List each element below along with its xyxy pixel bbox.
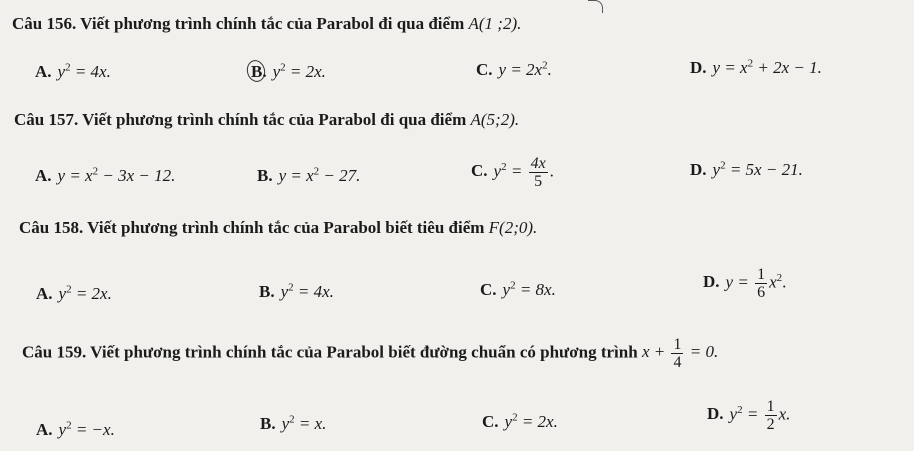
q157-option-a[interactable]: A. $y = x^2 - 3x - 12$. xyxy=(35,165,176,185)
q156-option-d[interactable]: D. $y = x^2 + 2x - 1$. xyxy=(690,57,822,77)
q159-option-c[interactable]: C. $y^2 = 2x$. xyxy=(482,411,558,431)
q159-option-b[interactable]: B. $y^2 = x$. xyxy=(260,413,327,433)
q156-option-c[interactable]: C. $y = 2x^2$. xyxy=(476,59,552,79)
q157-option-c[interactable]: C. $y^2$ = $\frac{4x}{5}$ . xyxy=(471,155,554,190)
q158-option-a[interactable]: A. $y^2 = 2x$. xyxy=(36,283,112,303)
q158-option-b[interactable]: B. $y^2 = 4x$. xyxy=(259,281,334,301)
fraction: $\frac{4x}{5}$ xyxy=(530,155,546,190)
q157-option-d[interactable]: D. $y^2 = 5x - 21$. xyxy=(690,159,803,179)
q156-option-a[interactable]: A. $y^2 = 4x$. xyxy=(35,61,111,81)
question-159-title: Câu 159. Viết phương trình chính tắc của Parabol biết đường chuẩn có phương trình x + $\frac{1}{4}$ = 0. xyxy=(22,336,719,371)
q157-point: A(5;2). xyxy=(470,110,520,129)
question-157-title: Câu 157. Viết phương trình chính tắc của Parabol đi qua điểm A(5;2). xyxy=(14,110,520,129)
q159-directrix-equation: x + $\frac{1}{4}$ = 0. xyxy=(641,336,719,371)
pen-mark xyxy=(588,0,603,13)
q159-option-a[interactable]: A. $y^2 = -x$. xyxy=(36,419,115,439)
selected-answer-circle: B. xyxy=(251,62,267,81)
q158-option-c[interactable]: C. $y^2 = 8x$. xyxy=(480,279,556,299)
fraction: $\frac{1}{2}$ xyxy=(766,398,775,433)
q158-option-d[interactable]: D. y = $\frac{1}{6}$ $x^2$. xyxy=(703,266,787,301)
question-158-title: Câu 158. Viết phương trình chính tắc của Parabol biết tiêu điểm F(2;0). xyxy=(19,218,538,237)
fraction: $\frac{1}{6}$ xyxy=(757,266,766,301)
q156-option-b[interactable]: B. $y^2 = 2x$. xyxy=(251,61,326,81)
q159-option-d[interactable]: D. $y^2$ = $\frac{1}{2}$ x. xyxy=(707,398,791,433)
question-156-title: Câu 156. Viết phương trình chính tắc của Parabol đi qua điểm A(1 ;2). xyxy=(12,14,522,33)
q156-point: A(1 ;2). xyxy=(468,14,522,33)
q158-point: F(2;0). xyxy=(488,218,538,237)
q157-option-b[interactable]: B. $y = x^2 - 27$. xyxy=(257,165,361,185)
fraction: $\frac{1}{4}$ xyxy=(673,336,682,371)
